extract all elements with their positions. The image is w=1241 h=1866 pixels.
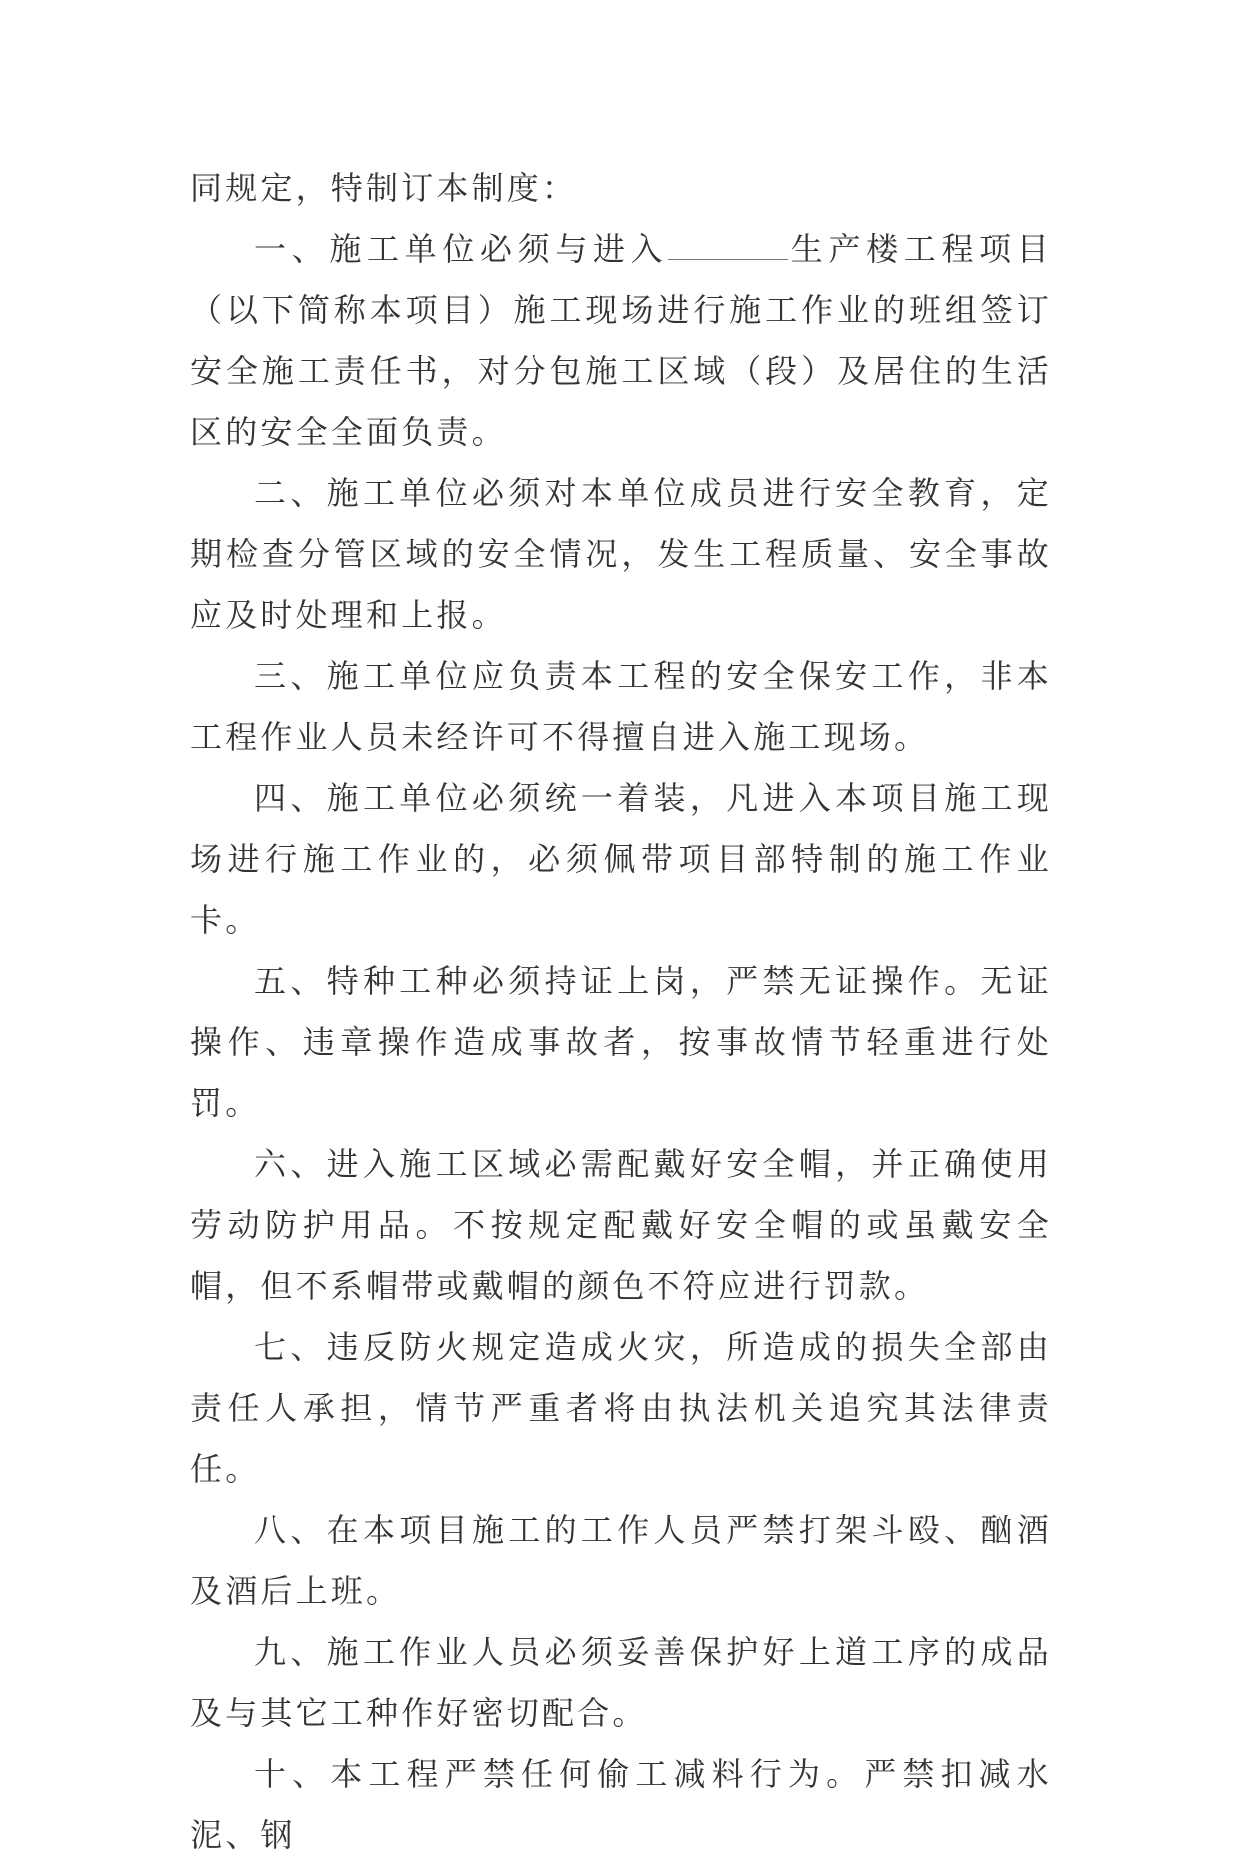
paragraph-item-1-text-before: 一、施工单位必须与进入 — [254, 230, 669, 268]
paragraph-item-4: 四、施工单位必须统一着装，凡进入本项目施工现场进行施工作业的，必须佩带项目部特制的施工作业卡。 — [190, 779, 1052, 939]
paragraph-item-5: 五、特种工种必须持证上岗，严禁无证操作。无证操作、违章操作造成事故者，按事故情节轻重进行处罚。 — [190, 962, 1052, 1122]
paragraph-item-9: 九、施工作业人员必须妥善保护好上道工序的成品及与其它工种作好密切配合。 — [190, 1633, 1052, 1732]
paragraph-item-10: 十、本工程严禁任何偷工减料行为。严禁扣减水泥、钢 — [190, 1755, 1052, 1854]
paragraph-item-3: 三、施工单位应负责本工程的安全保安工作，非本工程作业人员未经许可不得擅自进入施工现场。 — [190, 657, 1052, 756]
paragraph-intro-continuation: 同规定，特制订本制度： — [190, 169, 578, 207]
paragraph-item-6: 六、进入施工区域必需配戴好安全帽，并正确使用劳动防护用品。不按规定配戴好安全帽的或虽戴安全帽，但不系帽带或戴帽的颜色不符应进行罚款。 — [190, 1145, 1052, 1305]
paragraph-item-2: 二、施工单位必须对本单位成员进行安全教育，定期检查分管区域的安全情况，发生工程质量、安全事故应及时处理和上报。 — [190, 474, 1052, 634]
paragraph-item-7: 七、违反防火规定造成火灾，所造成的损失全部由责任人承担，情节严重者将由执法机关追究其法律责任。 — [190, 1328, 1052, 1488]
fill-in-blank-line — [668, 231, 788, 260]
paragraph-item-1 — [190, 219, 1052, 463]
document-body — [190, 158, 1052, 1866]
paragraph-item-8: 八、在本项目施工的工作人员严禁打架斗殴、酗酒及酒后上班。 — [190, 1511, 1052, 1610]
paragraph-item-1-text-after: 生产楼工程项目（以下简称本项目）施工现场进行施工作业的班组签订安全施工责任书，对分包施工区域（段）及居住的生活区的安全全面负责。 — [190, 230, 1053, 451]
